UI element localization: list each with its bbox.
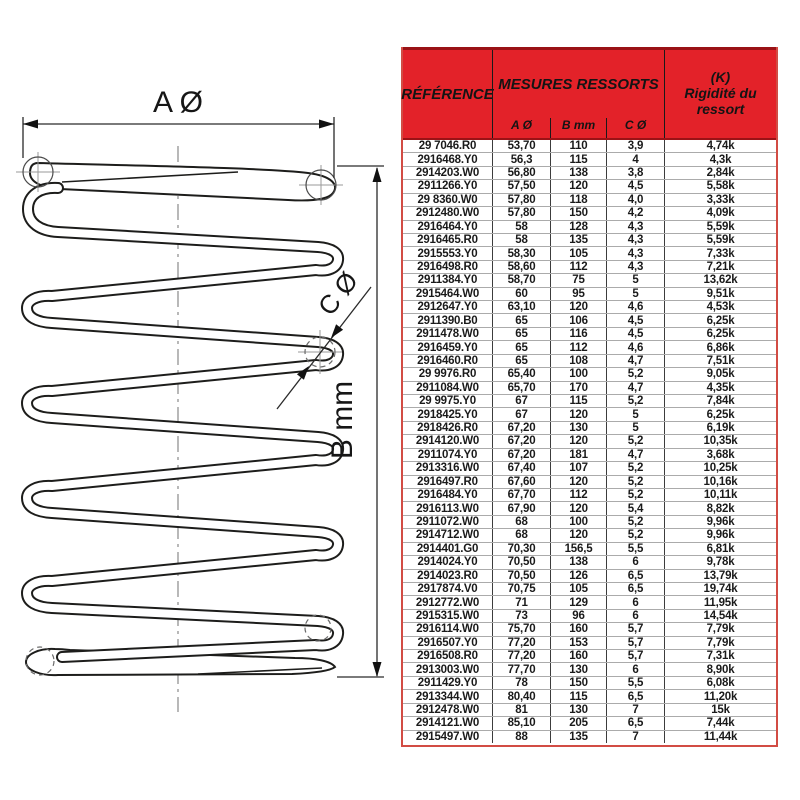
cell-c-diameter: 4,2 [606,207,664,219]
cell-reference: 2914712.W0 [415,529,480,542]
table-row [403,716,776,729]
cell-b-length: 205 [550,717,606,729]
cell-reference: 2915464.W0 [415,287,480,300]
cell-reference: 2912647.Y0 [417,301,478,314]
cell-b-length: 160 [550,623,606,635]
cell-reference: 29 8360.W0 [417,193,478,206]
cell-stiffness: 4,35k [664,382,776,394]
cell-a-diameter: 67,90 [492,502,550,514]
cell-stiffness: 10,35k [664,435,776,447]
cell-b-length: 112 [550,489,606,501]
table-row [403,461,776,474]
spring-spec-table [401,47,778,747]
cell-a-diameter: 73 [492,610,550,622]
table-row [403,233,776,246]
cell-b-length: 105 [550,583,606,595]
table-row [403,140,776,152]
cell-reference: 2916507.Y0 [417,636,478,649]
cell-a-diameter: 67,70 [492,489,550,501]
cell-reference: 2914401.G0 [416,542,479,555]
cell-c-diameter: 5 [606,422,664,434]
cell-a-diameter: 77,20 [492,637,550,649]
table-row [403,260,776,273]
dimension-label-a: A Ø [152,86,204,119]
table-row [403,313,776,326]
cell-b-length: 130 [550,663,606,675]
table-row [403,636,776,649]
cell-b-length: 107 [550,462,606,474]
cell-c-diameter: 5,7 [606,623,664,635]
cell-reference: 2916498.R0 [417,261,478,273]
cell-a-diameter: 77,70 [492,663,550,675]
table-row [403,421,776,434]
cell-c-diameter: 6 [606,596,664,608]
cell-b-length: 120 [550,301,606,313]
cell-a-diameter: 58,30 [492,247,550,259]
table-row [403,287,776,300]
cell-reference: 2911429.Y0 [417,677,478,690]
cell-reference: 2913003.W0 [415,663,480,676]
table-row [403,152,776,165]
cell-reference: 2916459.Y0 [417,341,478,354]
measures-header: MESURES RESSORTS [492,50,664,118]
cell-c-diameter: 5,2 [606,368,664,380]
cell-a-diameter: 58,70 [492,274,550,286]
cell-b-length: 120 [550,502,606,514]
cell-reference: 2916468.Y0 [417,153,478,166]
cell-a-diameter: 65,70 [492,382,550,394]
cell-stiffness: 4,74k [664,140,776,152]
table-row [403,394,776,407]
table-row [403,273,776,286]
cell-a-diameter: 67,60 [492,476,550,488]
cell-c-diameter: 4,6 [606,341,664,353]
cell-reference: 2911072.W0 [416,516,479,529]
cell-stiffness: 11,95k [664,596,776,608]
table-row [403,649,776,662]
cell-c-diameter: 4,3 [606,247,664,259]
table-row [403,475,776,488]
cell-stiffness: 7,79k [664,623,776,635]
table-row [403,407,776,420]
cell-b-length: 150 [550,677,606,689]
table-row [403,542,776,555]
cell-c-diameter: 5,5 [606,543,664,555]
cell-reference: 2913344.W0 [415,690,480,703]
table-header [403,47,776,140]
cell-stiffness: 9,96k [664,529,776,541]
stiffness-header-line1: (K) [710,69,731,86]
cell-reference: 2912478.W0 [415,703,480,716]
cell-stiffness: 7,79k [664,637,776,649]
cell-c-diameter: 5,2 [606,435,664,447]
cell-stiffness: 6,08k [664,677,776,689]
cell-reference: 2916113.W0 [416,502,479,515]
cell-b-length: 96 [550,610,606,622]
cell-stiffness: 19,74k [664,583,776,595]
cell-a-diameter: 65 [492,328,550,340]
cell-a-diameter: 65 [492,314,550,326]
cell-c-diameter: 4,5 [606,328,664,340]
cell-c-diameter: 6 [606,663,664,675]
dimension-b [326,166,384,677]
table-row [403,354,776,367]
cell-reference: 2915553.Y0 [417,247,478,260]
cell-c-diameter: 6 [606,610,664,622]
table-row [403,595,776,608]
cell-b-length: 128 [550,221,606,233]
cell-stiffness: 7,84k [664,395,776,407]
table-row [403,501,776,514]
cell-stiffness: 7,44k [664,717,776,729]
cell-a-diameter: 57,80 [492,207,550,219]
cell-stiffness: 6,25k [664,314,776,326]
cell-a-diameter: 56,80 [492,167,550,179]
cell-stiffness: 14,54k [664,610,776,622]
subheader-a-diameter: A Ø [492,118,550,138]
cell-stiffness: 13,62k [664,274,776,286]
cell-a-diameter: 70,50 [492,570,550,582]
cell-c-diameter: 6 [606,556,664,568]
cell-b-length: 116 [550,328,606,340]
cell-a-diameter: 70,50 [492,556,550,568]
spring-coil [27,188,338,657]
reference-header: RÉFÉRENCE [401,85,494,103]
cell-b-length: 120 [550,529,606,541]
cell-c-diameter: 5,2 [606,395,664,407]
table-row [403,569,776,582]
cell-reference: 29 9976.R0 [418,368,477,381]
cell-a-diameter: 70,75 [492,583,550,595]
table-row [403,327,776,340]
cell-c-diameter: 6,5 [606,717,664,729]
cell-c-diameter: 5 [606,274,664,286]
cell-stiffness: 8,90k [664,663,776,675]
cell-reference: 2914024.Y0 [417,556,478,569]
table-row [403,488,776,501]
table-row [403,676,776,689]
table-row [403,206,776,219]
cell-stiffness: 6,19k [664,422,776,434]
cell-b-length: 112 [550,261,606,273]
cell-stiffness: 11,44k [664,731,776,743]
cell-a-diameter: 70,30 [492,543,550,555]
table-row [403,340,776,353]
cell-b-length: 130 [550,422,606,434]
cell-b-length: 130 [550,704,606,716]
cell-b-length: 120 [550,180,606,192]
cell-b-length: 115 [550,153,606,165]
cell-stiffness: 3,33k [664,194,776,206]
cell-b-length: 181 [550,449,606,461]
cell-stiffness: 6,25k [664,408,776,420]
cell-stiffness: 13,79k [664,570,776,582]
cell-a-diameter: 85,10 [492,717,550,729]
cell-reference: 2916508.R0 [417,650,478,663]
cell-c-diameter: 3,9 [606,140,664,152]
table-row [403,193,776,206]
cell-c-diameter: 4,7 [606,355,664,367]
cell-stiffness: 9,05k [664,368,776,380]
cell-reference: 2915497.W0 [415,730,480,743]
table-row [403,730,776,743]
cell-c-diameter: 4,3 [606,234,664,246]
cell-c-diameter: 5,5 [606,677,664,689]
cell-reference: 2914023.R0 [417,569,478,582]
stiffness-header [664,50,776,138]
cell-stiffness: 8,82k [664,502,776,514]
cell-stiffness: 10,25k [664,462,776,474]
cell-b-length: 126 [550,570,606,582]
dimension-label-c: C Ø [311,266,364,321]
cell-reference: 2918426.R0 [417,422,478,435]
cell-a-diameter: 57,80 [492,194,550,206]
cell-stiffness: 15k [664,704,776,716]
spring-top-loop [30,163,335,200]
cell-c-diameter: 4,5 [606,314,664,326]
cell-b-length: 170 [550,382,606,394]
cell-c-diameter: 5 [606,288,664,300]
cell-c-diameter: 5 [606,408,664,420]
table-row [403,179,776,192]
table-row [403,434,776,447]
cell-c-diameter: 4,7 [606,449,664,461]
cell-b-length: 106 [550,314,606,326]
cell-b-length: 112 [550,341,606,353]
cell-b-length: 118 [550,194,606,206]
cell-a-diameter: 67,40 [492,462,550,474]
cell-b-length: 100 [550,368,606,380]
cell-reference: 29 9975.Y0 [419,395,476,408]
cell-b-length: 150 [550,207,606,219]
cell-reference: 2916460.R0 [417,354,478,367]
cell-b-length: 153 [550,637,606,649]
cell-reference: 2914121.W0 [415,717,480,730]
cell-c-diameter: 5,7 [606,637,664,649]
cell-c-diameter: 5,2 [606,462,664,474]
table-row [403,662,776,675]
cell-a-diameter: 67 [492,395,550,407]
cell-stiffness: 7,21k [664,261,776,273]
cell-stiffness: 9,96k [664,516,776,528]
cell-reference: 2914120.W0 [415,435,480,448]
cell-stiffness: 10,11k [664,489,776,501]
cell-reference: 2911384.Y0 [417,274,478,287]
table-row [403,555,776,568]
cell-reference: 2916484.Y0 [417,489,478,502]
cell-stiffness: 11,20k [664,690,776,702]
subheader-b-length: B mm [550,118,606,138]
cell-stiffness: 3,68k [664,449,776,461]
table-row [403,220,776,233]
cell-c-diameter: 7 [606,731,664,743]
cell-stiffness: 5,59k [664,234,776,246]
cell-a-diameter: 67,20 [492,435,550,447]
cell-b-length: 115 [550,395,606,407]
cell-stiffness: 9,78k [664,556,776,568]
cell-c-diameter: 5,2 [606,489,664,501]
cell-a-diameter: 60 [492,288,550,300]
cell-c-diameter: 5,4 [606,502,664,514]
table-row [403,300,776,313]
cell-b-length: 156,5 [550,543,606,555]
cell-reference: 29 7046.R0 [418,140,477,153]
cell-a-diameter: 58 [492,234,550,246]
cell-a-diameter: 68 [492,516,550,528]
cell-a-diameter: 56,3 [492,153,550,165]
cell-a-diameter: 53,70 [492,140,550,152]
cell-a-diameter: 77,20 [492,650,550,662]
subheader-c-diameter: C Ø [606,118,664,138]
cell-a-diameter: 65 [492,355,550,367]
stiffness-header-line3: ressort [696,100,745,117]
table-row [403,515,776,528]
cell-a-diameter: 68 [492,529,550,541]
cell-c-diameter: 7 [606,704,664,716]
cell-reference: 2914203.W0 [415,167,480,180]
cell-a-diameter: 78 [492,677,550,689]
cell-c-diameter: 4,5 [606,180,664,192]
cell-b-length: 129 [550,596,606,608]
cell-a-diameter: 65 [492,341,550,353]
cell-a-diameter: 88 [492,731,550,743]
cell-stiffness: 10,16k [664,476,776,488]
cell-reference: 2916114.W0 [416,623,479,636]
cell-stiffness: 4,53k [664,301,776,313]
table-row [403,246,776,259]
cell-stiffness: 5,58k [664,180,776,192]
cell-a-diameter: 80,40 [492,690,550,702]
table-row [403,381,776,394]
cell-c-diameter: 4 [606,153,664,165]
cell-stiffness: 5,59k [664,221,776,233]
cell-stiffness: 6,81k [664,543,776,555]
cell-a-diameter: 67 [492,408,550,420]
cell-a-diameter: 81 [492,704,550,716]
cell-reference: 2911266.Y0 [417,180,478,193]
table-row [403,166,776,179]
cell-reference: 2912772.W0 [415,596,480,609]
cell-c-diameter: 6,5 [606,583,664,595]
cell-stiffness: 2,84k [664,167,776,179]
cell-c-diameter: 4,3 [606,261,664,273]
cell-reference: 2911390.B0 [417,314,478,327]
table-row [403,582,776,595]
table-row [403,609,776,622]
table-row [403,528,776,541]
cell-stiffness: 7,31k [664,650,776,662]
cell-stiffness: 4,3k [664,153,776,165]
cell-reference: 2913316.W0 [415,462,480,475]
cell-b-length: 108 [550,355,606,367]
cell-reference: 2917874.V0 [417,583,478,596]
cell-a-diameter: 71 [492,596,550,608]
cell-a-diameter: 63,10 [492,301,550,313]
cell-stiffness: 7,33k [664,247,776,259]
dimension-label-b: B mm [326,380,359,460]
cell-stiffness: 4,09k [664,207,776,219]
cell-b-length: 138 [550,167,606,179]
cell-c-diameter: 6,5 [606,570,664,582]
cell-b-length: 135 [550,731,606,743]
cell-a-diameter: 67,20 [492,449,550,461]
cell-reference: 2916465.R0 [417,234,478,247]
cell-a-diameter: 58,60 [492,261,550,273]
cell-b-length: 105 [550,247,606,259]
cell-b-length: 120 [550,435,606,447]
cell-a-diameter: 67,20 [492,422,550,434]
cell-reference: 2912480.W0 [415,207,480,220]
cell-b-length: 75 [550,274,606,286]
table-body [403,140,776,743]
cell-c-diameter: 5,2 [606,529,664,541]
cell-b-length: 95 [550,288,606,300]
cell-c-diameter: 3,8 [606,167,664,179]
cell-b-length: 120 [550,476,606,488]
cell-b-length: 135 [550,234,606,246]
stiffness-header-line2: Rigidité du [684,85,757,102]
table-row [403,622,776,635]
cell-c-diameter: 6,5 [606,690,664,702]
table-row [403,689,776,702]
table-row [403,367,776,380]
cell-c-diameter: 4,3 [606,221,664,233]
cell-a-diameter: 57,50 [492,180,550,192]
table-row [403,703,776,716]
cell-b-length: 138 [550,556,606,568]
cell-reference: 2911074.Y0 [417,448,478,461]
cell-c-diameter: 5,2 [606,516,664,528]
cell-c-diameter: 5,7 [606,650,664,662]
cell-c-diameter: 4,0 [606,194,664,206]
table-row [403,448,776,461]
cell-reference: 2915315.W0 [415,609,480,622]
cell-b-length: 110 [550,140,606,152]
cell-c-diameter: 5,2 [606,476,664,488]
cell-reference: 2911478.W0 [416,328,479,341]
cell-b-length: 120 [550,408,606,420]
cell-a-diameter: 65,40 [492,368,550,380]
cell-a-diameter: 58 [492,221,550,233]
cell-b-length: 115 [550,690,606,702]
cell-c-diameter: 4,7 [606,382,664,394]
cell-reference: 2916497.R0 [417,475,478,488]
cell-c-diameter: 4,6 [606,301,664,313]
cell-a-diameter: 75,70 [492,623,550,635]
cell-stiffness: 6,86k [664,341,776,353]
cell-stiffness: 7,51k [664,355,776,367]
cell-b-length: 160 [550,650,606,662]
cell-reference: 2911084.W0 [416,381,479,394]
cell-b-length: 100 [550,516,606,528]
cell-reference: 2916464.Y0 [417,220,478,233]
cell-reference: 2918425.Y0 [417,408,478,421]
cell-stiffness: 6,25k [664,328,776,340]
cell-stiffness: 9,51k [664,288,776,300]
